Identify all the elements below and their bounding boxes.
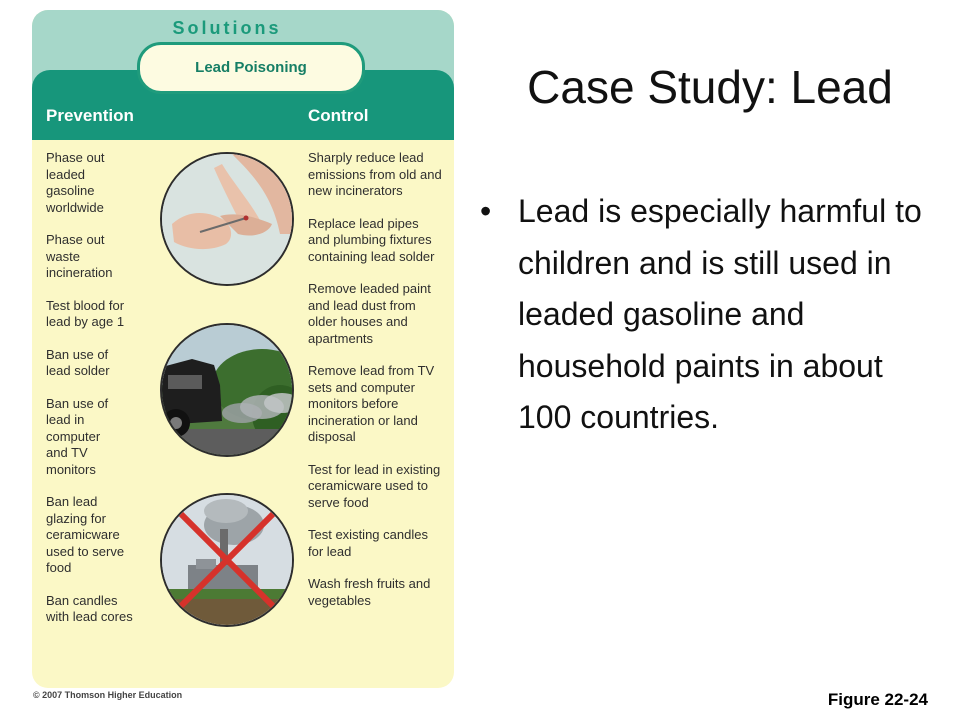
topic-pill-label: Lead Poisoning (195, 59, 307, 76)
prevention-item: Ban use of lead in computer and TV monitors (46, 395, 109, 477)
control-item: Sharply reduce lead emissions from old and new incinerators (308, 150, 442, 198)
figure-label: Figure 22-24 (827, 690, 928, 709)
solutions-infographic (32, 10, 454, 688)
prevention-list (46, 150, 166, 642)
slide-title: Case Study: Lead (527, 61, 893, 113)
prevention-heading: Prevention (46, 106, 134, 125)
control-list (308, 150, 448, 625)
control-item: Test for lead in existing ceramicware used to serve food (308, 461, 441, 510)
blood-test-illustration (160, 152, 294, 286)
copyright-notice: © 2007 Thomson Higher Education (33, 690, 183, 700)
prevention-item: Ban candles with lead cores (46, 592, 133, 624)
topic-pill (137, 42, 365, 94)
solutions-heading: Solutions (172, 18, 282, 38)
prevention-item: Phase out leaded gasoline worldwide (46, 150, 105, 215)
control-item: Remove lead from TV sets and computer monitors before incineration or land disposal (308, 363, 435, 444)
prevention-item: Test blood for lead by age 1 (46, 297, 125, 329)
prevention-item: Ban use of lead solder (46, 346, 110, 378)
incinerator-banned-illustration (160, 493, 294, 627)
control-item: Replace lead pipes and plumbing fixtures containing lead solder (308, 215, 435, 264)
bullet-text: Lead is especially harmful to children and is still used in leaded gasoline and household paints in about 100 countries. (518, 193, 922, 435)
prevention-item: Phase out waste incineration (46, 232, 113, 280)
car-exhaust-illustration (160, 323, 294, 457)
control-heading: Control (308, 106, 369, 125)
control-item: Remove leaded paint and lead dust from older houses and apartments (308, 281, 431, 346)
control-item: Wash fresh fruits and vegetables (308, 576, 431, 608)
prevention-item: Ban lead glazing for ceramicware used to serve food (46, 494, 125, 575)
control-item: Test existing candles for lead (308, 527, 428, 559)
bullet-marker: • (480, 193, 492, 229)
